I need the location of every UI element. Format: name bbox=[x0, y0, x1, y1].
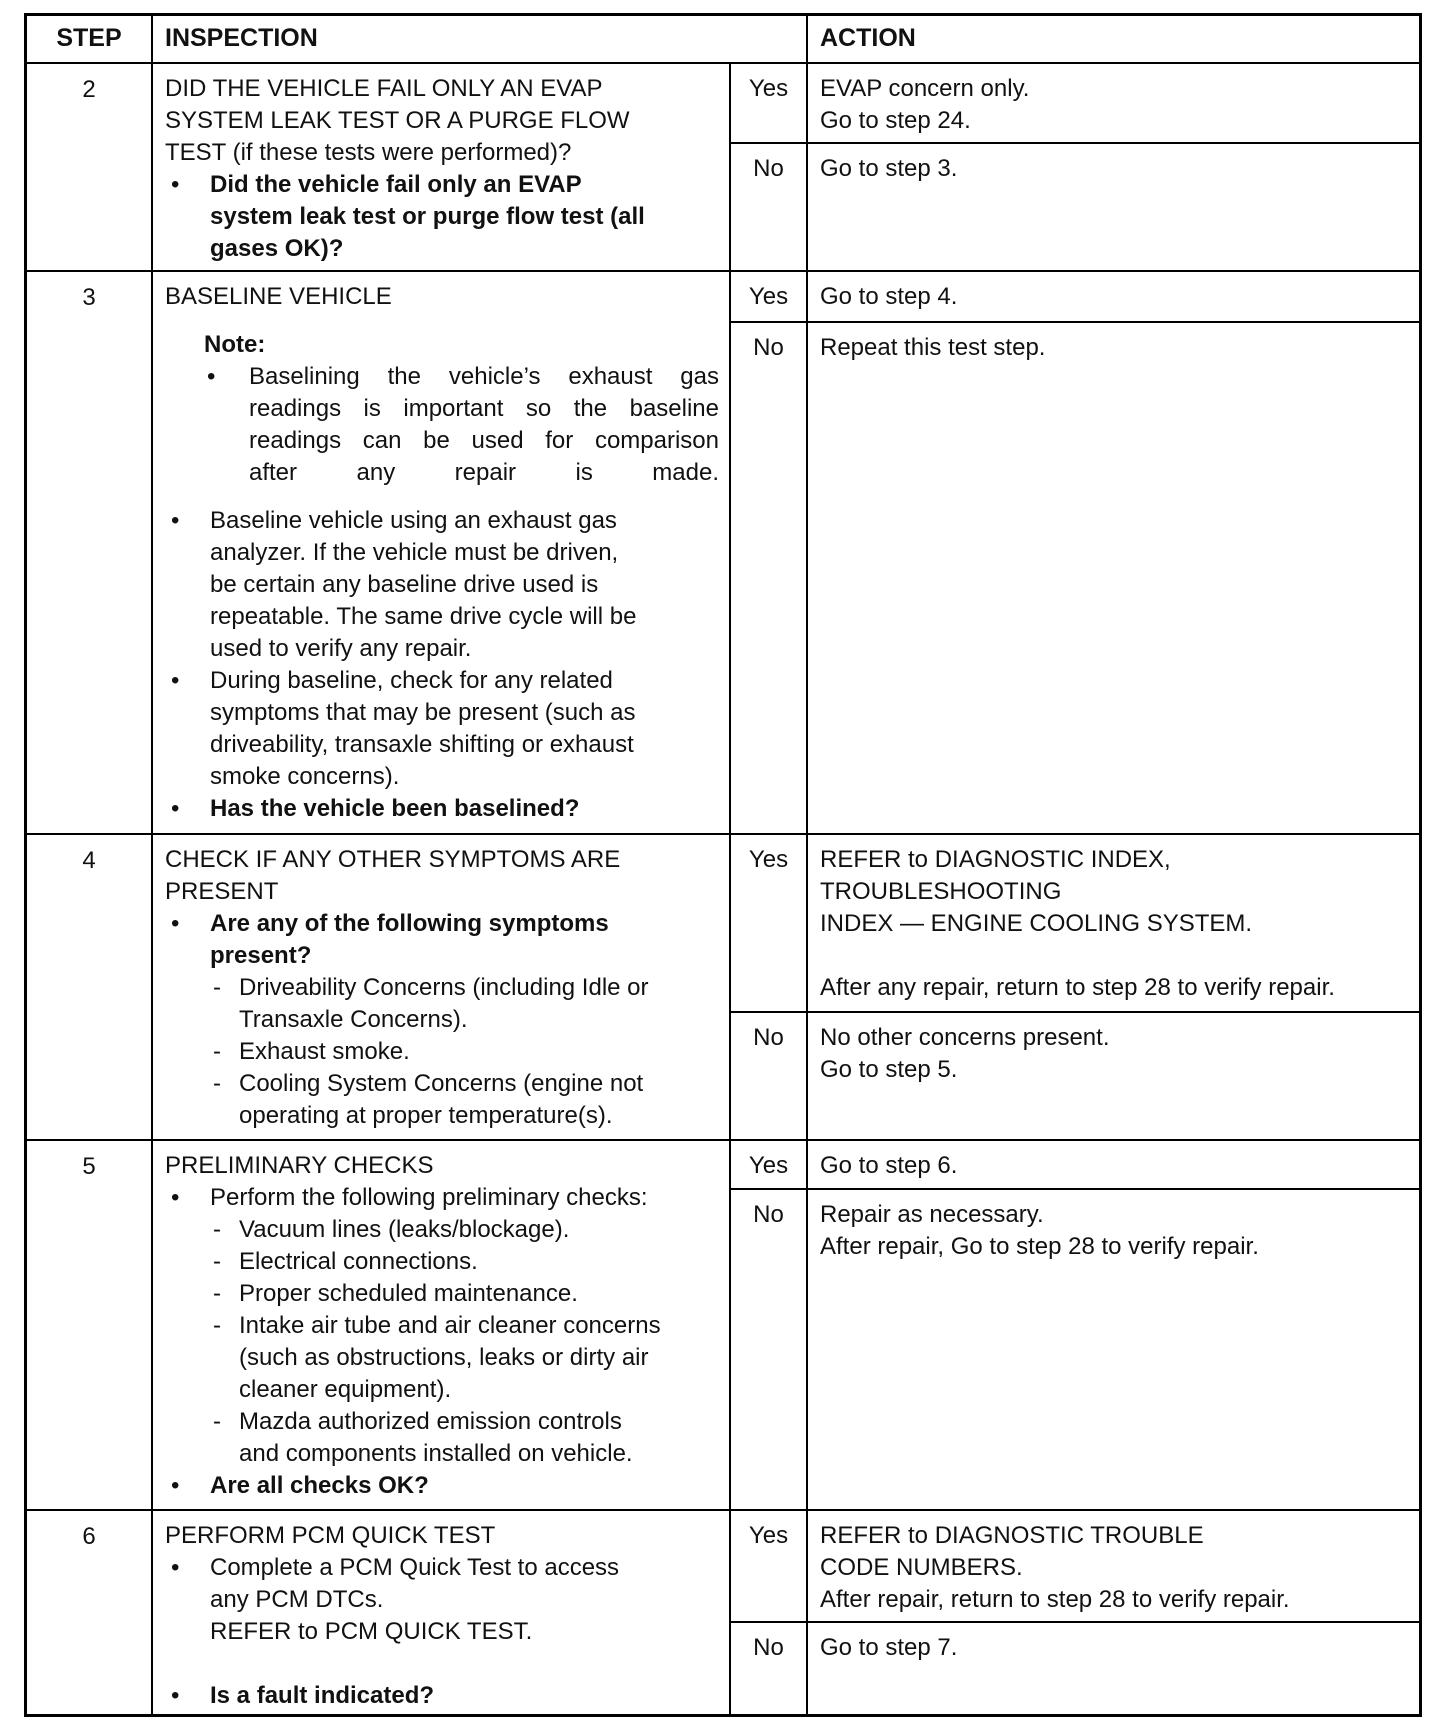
inspection-text-line: Baselining the vehicle’s exhaust gas bbox=[249, 363, 719, 390]
no-action-cell bbox=[808, 1623, 1422, 1717]
no-label: No bbox=[753, 155, 784, 182]
action-text-line: Go to step 3. bbox=[820, 155, 958, 182]
inspection-text-line: TEST (if these tests were performed)? bbox=[165, 139, 572, 166]
action-text-line: REFER to DIAGNOSTIC TROUBLE bbox=[820, 1522, 1204, 1549]
action-text-line: After any repair, return to step 28 to verify repair. bbox=[820, 974, 1335, 1001]
dash-marker: - bbox=[213, 1280, 221, 1307]
action-text bbox=[820, 1022, 1414, 1086]
action-text-line: INDEX — ENGINE COOLING SYSTEM. bbox=[820, 910, 1253, 937]
dash-marker: - bbox=[213, 1038, 221, 1065]
bullet-item bbox=[165, 908, 719, 972]
action-text-line: Go to step 24. bbox=[820, 107, 971, 134]
action-text bbox=[820, 1520, 1414, 1616]
inspection-text-line: any PCM DTCs. bbox=[210, 1586, 384, 1613]
action-text-line: Go to step 7. bbox=[820, 1634, 958, 1661]
inspection-text-line: Are any of the following symptoms bbox=[210, 910, 609, 937]
yes-action-cell bbox=[808, 1511, 1422, 1623]
inspection-text-line: DID THE VEHICLE FAIL ONLY AN EVAP bbox=[165, 75, 603, 102]
yes-label: Yes bbox=[748, 1522, 789, 1549]
no-label-cell bbox=[731, 144, 808, 272]
bullet-item bbox=[165, 1680, 719, 1712]
inspection-text-line: Proper scheduled maintenance. bbox=[239, 1280, 578, 1307]
yes-label-cell bbox=[731, 1141, 808, 1190]
dash-marker: - bbox=[213, 1248, 221, 1275]
action-text bbox=[820, 1199, 1414, 1263]
action-text bbox=[820, 1632, 1414, 1664]
text-item bbox=[165, 844, 719, 908]
inspection-text-line: gases OK)? bbox=[210, 235, 344, 262]
action-text-line: REFER to DIAGNOSTIC INDEX, bbox=[820, 846, 1171, 873]
inspection-text-line: Did the vehicle fail only an EVAP bbox=[210, 171, 582, 198]
text-item bbox=[165, 281, 719, 313]
no-label: No bbox=[753, 1201, 784, 1228]
action-header: ACTION bbox=[820, 24, 916, 52]
step-number-cell bbox=[27, 64, 153, 272]
dash-marker: - bbox=[213, 974, 221, 1001]
dash-item bbox=[165, 1310, 719, 1406]
inspection-text-line: cleaner equipment). bbox=[239, 1376, 452, 1403]
inspection-text-line: CHECK IF ANY OTHER SYMPTOMS ARE bbox=[165, 846, 621, 873]
bullet-icon: • bbox=[171, 507, 180, 534]
dash-item bbox=[165, 1036, 719, 1068]
no-action-cell bbox=[808, 144, 1422, 272]
inspection-text-line: used to verify any repair. bbox=[210, 635, 472, 662]
inspection-cell bbox=[153, 1511, 731, 1717]
inspection-text-line: (such as obstructions, leaks or dirty air bbox=[239, 1344, 649, 1371]
action-text bbox=[820, 73, 1414, 137]
inspection-text-line: symptoms that may be present (such as bbox=[210, 699, 636, 726]
yes-action-cell bbox=[808, 272, 1422, 323]
yes-action-cell bbox=[808, 835, 1422, 1013]
inspection-text-line: PRESENT bbox=[165, 878, 279, 905]
no-action-cell bbox=[808, 323, 1422, 835]
inspection-text-line: BASELINE VEHICLE bbox=[165, 283, 392, 310]
inspection-text-line: system leak test or purge flow test (all bbox=[210, 203, 645, 230]
action-text-line: After repair, Go to step 28 to verify repair. bbox=[820, 1233, 1259, 1260]
inspection-text-line: smoke concerns). bbox=[210, 763, 400, 790]
inspection-text-line: operating at proper temperature(s). bbox=[239, 1102, 613, 1129]
inspection-text-line: readings can be used for comparison bbox=[249, 427, 719, 454]
bullet-item bbox=[165, 793, 719, 825]
bullet-icon: • bbox=[171, 1554, 180, 1581]
yes-label-cell bbox=[731, 835, 808, 1013]
dash-item bbox=[165, 1246, 719, 1278]
dash-item bbox=[165, 1214, 719, 1246]
inspection-text-line: Vacuum lines (leaks/blockage). bbox=[239, 1216, 570, 1243]
inspection-text-line: Electrical connections. bbox=[239, 1248, 478, 1275]
action-text-line: EVAP concern only. bbox=[820, 75, 1030, 102]
dash-marker: - bbox=[213, 1312, 221, 1339]
inspection-text-line: SYSTEM LEAK TEST OR A PURGE FLOW bbox=[165, 107, 630, 134]
yes-label: Yes bbox=[748, 283, 789, 310]
inspection-text-line: Transaxle Concerns). bbox=[239, 1006, 468, 1033]
inspection-text-line: Intake air tube and air cleaner concerns bbox=[239, 1312, 661, 1339]
action-text bbox=[820, 844, 1414, 940]
inspection-text-line: after any repair is made. bbox=[249, 459, 719, 486]
inspection-text-line: During baseline, check for any related bbox=[210, 667, 613, 694]
step-number-cell bbox=[27, 1141, 153, 1511]
step-number-cell bbox=[27, 1511, 153, 1717]
text-item bbox=[165, 1150, 719, 1182]
note-item bbox=[165, 329, 719, 361]
inspection-text-line: Is a fault indicated? bbox=[210, 1682, 435, 1709]
bullet-item bbox=[165, 1552, 719, 1648]
inspection-text-line: driveability, transaxle shifting or exhaust bbox=[210, 731, 634, 758]
no-label-cell bbox=[731, 1623, 808, 1717]
action-text-line: CODE NUMBERS. bbox=[820, 1554, 1023, 1581]
inspection-cell bbox=[153, 64, 731, 272]
bullet-icon: • bbox=[171, 795, 180, 822]
yes-label: Yes bbox=[748, 75, 789, 102]
inspection-text-line: readings is important so the baseline bbox=[249, 395, 719, 422]
action-text-line: Go to step 4. bbox=[820, 283, 958, 310]
notebullet-item bbox=[165, 361, 719, 489]
step-number-cell bbox=[27, 272, 153, 835]
bullet-item bbox=[165, 665, 719, 793]
text-item bbox=[165, 73, 719, 169]
inspection-text-line: Has the vehicle been baselined? bbox=[210, 795, 580, 822]
inspection-header-cell bbox=[153, 16, 808, 64]
step-number-cell bbox=[27, 835, 153, 1141]
inspection-text-line: Note: bbox=[204, 331, 266, 358]
bullet-item bbox=[165, 505, 719, 665]
step-number: 6 bbox=[82, 1523, 96, 1550]
action-text-line: Go to step 5. bbox=[820, 1056, 958, 1083]
step-number: 3 bbox=[82, 284, 96, 311]
action-text bbox=[820, 1150, 1414, 1182]
step-header: STEP bbox=[56, 24, 122, 52]
action-text-line: Repair as necessary. bbox=[820, 1201, 1044, 1228]
inspection-text-line: Driveability Concerns (including Idle or bbox=[239, 974, 649, 1001]
bullet-item bbox=[165, 1182, 719, 1214]
bullet-icon: • bbox=[171, 667, 180, 694]
action-text bbox=[820, 281, 1414, 313]
text-item bbox=[165, 1520, 719, 1552]
inspection-text-line: and components installed on vehicle. bbox=[239, 1440, 633, 1467]
action-text-line: TROUBLESHOOTING bbox=[820, 878, 1062, 905]
action-text bbox=[820, 332, 1414, 364]
yes-label: Yes bbox=[748, 1152, 789, 1179]
inspection-text-line: Mazda authorized emission controls bbox=[239, 1408, 622, 1435]
dash-marker: - bbox=[213, 1216, 221, 1243]
action-text-line: Go to step 6. bbox=[820, 1152, 958, 1179]
dash-item bbox=[165, 1068, 719, 1132]
bullet-icon: • bbox=[171, 1682, 180, 1709]
yes-label-cell bbox=[731, 1511, 808, 1623]
no-action-cell bbox=[808, 1013, 1422, 1141]
inspection-text-line: repeatable. The same drive cycle will be bbox=[210, 603, 637, 630]
no-label-cell bbox=[731, 1190, 808, 1511]
inspection-text-line: Are all checks OK? bbox=[210, 1472, 429, 1499]
yes-label-cell bbox=[731, 64, 808, 144]
bullet-item bbox=[165, 169, 719, 265]
dash-item bbox=[165, 1406, 719, 1470]
inspection-cell bbox=[153, 835, 731, 1141]
inspection-text-line: be certain any baseline drive used is bbox=[210, 571, 599, 598]
dash-item bbox=[165, 972, 719, 1036]
inspection-text-line: Complete a PCM Quick Test to access bbox=[210, 1554, 620, 1581]
bullet-icon: • bbox=[171, 910, 180, 937]
step-number: 4 bbox=[82, 847, 96, 874]
inspection-text-line: Baseline vehicle using an exhaust gas bbox=[210, 507, 617, 534]
action-text bbox=[820, 972, 1414, 1004]
step-header-cell bbox=[27, 16, 153, 64]
inspection-cell bbox=[153, 1141, 731, 1511]
inspection-text-line: Perform the following preliminary checks: bbox=[210, 1184, 648, 1211]
bullet-icon: • bbox=[171, 171, 180, 198]
inspection-text-line: Exhaust smoke. bbox=[239, 1038, 410, 1065]
inspection-text-line: analyzer. If the vehicle must be driven, bbox=[210, 539, 619, 566]
inspection-text-line: REFER to PCM QUICK TEST. bbox=[210, 1618, 533, 1645]
bullet-icon: • bbox=[207, 363, 216, 390]
step-number: 2 bbox=[82, 76, 96, 103]
no-label-cell bbox=[731, 323, 808, 835]
bullet-icon: • bbox=[171, 1184, 180, 1211]
dash-item bbox=[165, 1278, 719, 1310]
action-text-line: No other concerns present. bbox=[820, 1024, 1110, 1051]
dash-marker: - bbox=[213, 1070, 221, 1097]
no-label: No bbox=[753, 334, 784, 361]
inspection-text-line: Cooling System Concerns (engine not bbox=[239, 1070, 644, 1097]
action-text-line: Repeat this test step. bbox=[820, 334, 1046, 361]
yes-action-cell bbox=[808, 64, 1422, 144]
no-label: No bbox=[753, 1634, 784, 1661]
dash-marker: - bbox=[213, 1408, 221, 1435]
yes-label-cell bbox=[731, 272, 808, 323]
inspection-header: INSPECTION bbox=[165, 24, 318, 52]
no-label: No bbox=[753, 1024, 784, 1051]
action-text-line: After repair, return to step 28 to verify repair. bbox=[820, 1586, 1290, 1613]
bullet-icon: • bbox=[171, 1472, 180, 1499]
yes-action-cell bbox=[808, 1141, 1422, 1190]
no-label-cell bbox=[731, 1013, 808, 1141]
no-action-cell bbox=[808, 1190, 1422, 1511]
step-number: 5 bbox=[82, 1153, 96, 1180]
inspection-text-line: PERFORM PCM QUICK TEST bbox=[165, 1522, 496, 1549]
action-header-cell bbox=[808, 16, 1422, 64]
yes-label: Yes bbox=[748, 846, 789, 873]
inspection-cell bbox=[153, 272, 731, 835]
action-text bbox=[820, 153, 1414, 185]
diagnostic-table bbox=[24, 13, 1422, 1717]
inspection-text-line: PRELIMINARY CHECKS bbox=[165, 1152, 434, 1179]
inspection-text-line: present? bbox=[210, 942, 312, 969]
bullet-item bbox=[165, 1470, 719, 1502]
